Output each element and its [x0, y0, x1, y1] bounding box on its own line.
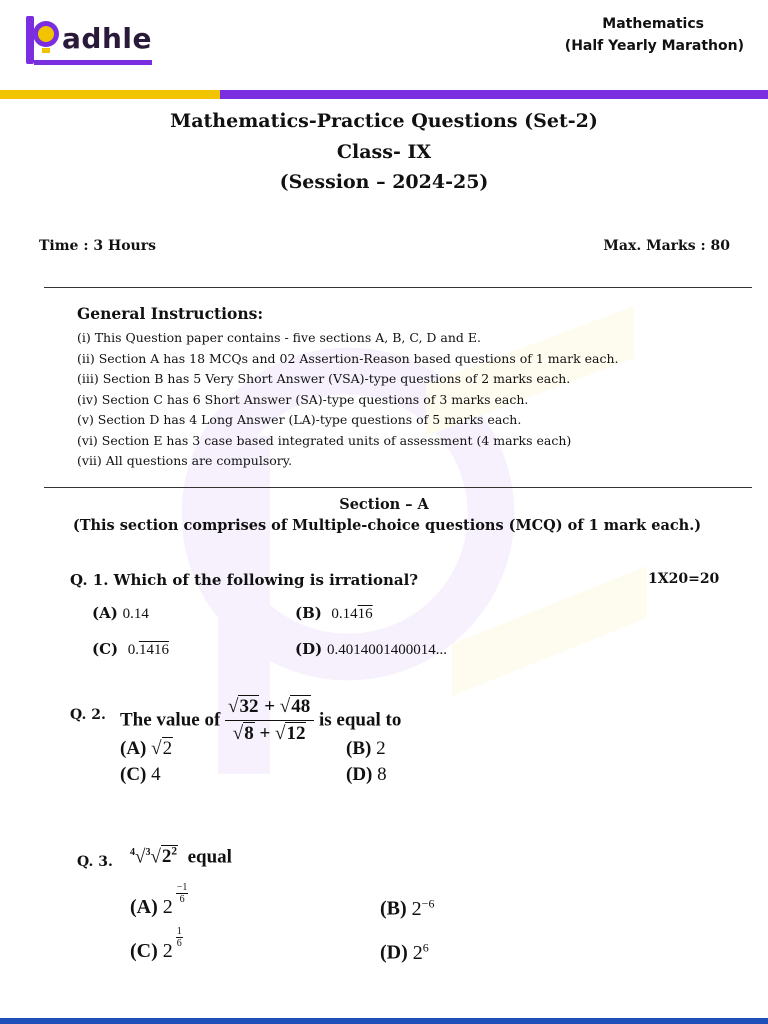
q2-fraction: [225, 696, 314, 745]
logo-underline: [34, 60, 152, 65]
option-value: 0.1416: [331, 606, 373, 622]
q1-marks: 1X20=20: [648, 571, 720, 587]
option-value: 4: [151, 764, 161, 785]
option-value: 2 $\frac{1}{6}$: [162, 926, 182, 962]
max-marks-label: Max. Marks : 80: [603, 238, 730, 254]
q1-option-b: [295, 604, 373, 623]
footer-bar: [0, 1018, 768, 1024]
divider-top: [44, 287, 752, 288]
section-title: Section – A: [339, 496, 429, 513]
option-label: (A): [120, 738, 147, 759]
q3-option-d: [380, 940, 429, 965]
header-edition: (Half Yearly Marathon): [564, 38, 744, 54]
option-value: 2: [162, 738, 173, 759]
option-value: 2 $\frac{-1}{6}$: [162, 882, 188, 918]
q3-radicand: $2^2$: [161, 846, 178, 868]
option-label: (A): [92, 604, 118, 622]
option-label: (A): [130, 896, 158, 918]
instructions-list: [77, 328, 619, 472]
page-title: Mathematics-Practice Questions (Set-2): [170, 110, 598, 132]
logo: [24, 14, 164, 68]
instruction-item: (i) This Question paper contains - five sections A, B, C, D and E.: [77, 330, 481, 345]
option-value: $2^6$: [412, 940, 429, 964]
instruction-item: (iv) Section C has 6 Short Answer (SA)-type questions of 3 marks each.: [77, 391, 529, 407]
divider-bottom: [44, 487, 752, 488]
q1-number: Q. 1.: [70, 571, 109, 589]
q2-denominator: √8 + √12: [232, 723, 306, 744]
q1-option-d: [295, 640, 447, 659]
time-label: Time : 3 Hours: [39, 238, 156, 254]
q3-option-b: [380, 896, 434, 921]
class-label: Class- IX: [336, 141, 432, 163]
logo-text: adhle: [62, 22, 152, 55]
option-label: (C): [130, 940, 158, 962]
option-label: (B): [295, 604, 322, 622]
instruction-item: (v) Section D has 4 Long Answer (LA)-type questions of 5 marks each.: [77, 412, 522, 427]
option-value: 0.14: [122, 606, 149, 622]
instructions-heading: General Instructions:: [77, 304, 264, 323]
option-label: (C): [120, 764, 147, 785]
option-value: 0.1416: [127, 642, 169, 658]
q2-numerator: √32 + √48: [225, 696, 314, 721]
q1-option-c: [92, 640, 169, 659]
q1-question: [70, 571, 418, 589]
header-bar-purple: [220, 90, 768, 99]
q3-text: equal: [187, 846, 232, 868]
q2-number: Q. 2.: [70, 707, 106, 723]
q2-text-before: The value of: [120, 709, 221, 731]
q1-option-a: [92, 604, 149, 623]
option-label: (D): [346, 764, 373, 785]
option-label: (D): [380, 941, 408, 964]
q2-option-a: (A) √2: [120, 738, 173, 759]
option-value: 0.4014001400014...: [326, 642, 447, 658]
q3-option-c: [130, 926, 182, 963]
q1-text: Which of the following is irrational?: [113, 571, 419, 589]
option-label: (B): [346, 738, 372, 759]
option-value: 8: [377, 764, 387, 785]
bulb-logo-icon: [24, 14, 64, 66]
q3-option-a: [130, 882, 188, 919]
option-label: (B): [380, 897, 407, 920]
instruction-item: (ii) Section A has 18 MCQs and 02 Assertion-Reason based questions of 1 mark each.: [77, 350, 619, 366]
option-label: (D): [295, 640, 323, 658]
option-label: (C): [92, 640, 119, 658]
instruction-item: (vi) Section E has 3 case based integrated units of assessment (4 marks each): [77, 432, 572, 448]
section-subtitle: (This section comprises of Multiple-choice questions (MCQ) of 1 mark each.): [72, 517, 702, 534]
instruction-item: (vii) All questions are compulsory.: [77, 453, 293, 468]
q2-option-d: [346, 764, 387, 786]
option-value: 2: [376, 738, 386, 759]
instruction-item: (iii) Section B has 5 Very Short Answer (VSA)-type questions of 2 marks each.: [77, 371, 571, 386]
header-subject: Mathematics: [602, 16, 704, 32]
session-label: (Session – 2024-25): [279, 171, 489, 193]
header-bar-yellow: [0, 90, 220, 99]
q3-number: Q. 3.: [77, 854, 113, 870]
q3-question: $^4√^3√2^2$ equal: [130, 846, 232, 868]
option-value: $2^{-6}$: [411, 896, 435, 920]
q2-option-b: [346, 738, 386, 760]
q2-text-after: is equal to: [318, 709, 402, 731]
q2-option-c: [120, 764, 161, 786]
